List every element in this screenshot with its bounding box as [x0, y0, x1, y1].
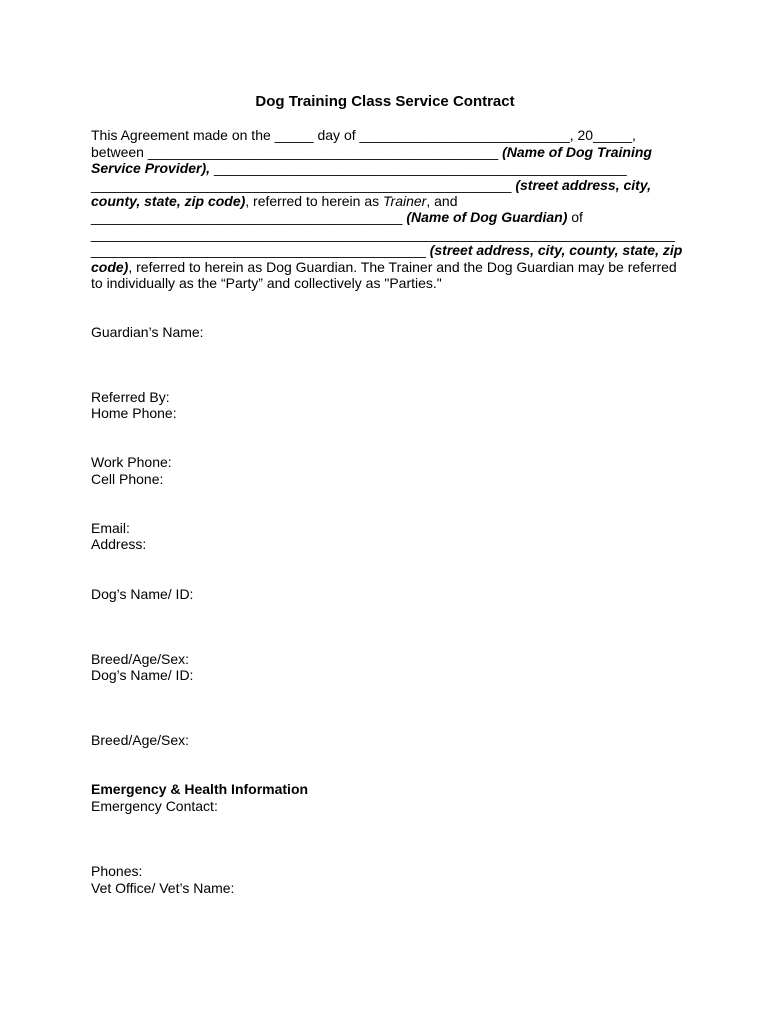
- agreement-line-2: between _____________________________________________ (Name of Dog Training: [91, 144, 652, 160]
- agreement-line-10: to individually as the “Party” and collectively as "Parties.": [91, 275, 442, 291]
- guardian-name-label: (Name of Dog Guardian): [406, 209, 568, 225]
- field-dog-name-2: Dog’s Name/ ID:: [91, 667, 194, 683]
- service-provider-label: Service Provider),: [91, 160, 211, 176]
- field-emergency-contact: Emergency Contact:: [91, 798, 218, 814]
- field-home-phone: Home Phone:: [91, 405, 177, 421]
- field-referred-by: Referred By:: [91, 389, 170, 405]
- field-cell-phone: Cell Phone:: [91, 471, 164, 487]
- field-email: Email:: [91, 520, 130, 536]
- agreement-line-8: ___________________________________________ (street address, city, county, state, zip: [91, 242, 683, 258]
- agreement-line-9: code), referred to herein as Dog Guardian. The Trainer and the Dog Guardian may be referred: [91, 259, 677, 275]
- agreement-line-7: ___________________________________________________________________________: [91, 226, 675, 242]
- trainer-address-label: (street address, city,: [515, 177, 651, 193]
- emergency-health-header: Emergency & Health Information: [91, 781, 309, 797]
- agreement-line-1: This Agreement made on the _____ day of ___________________________, 20_____,: [91, 127, 636, 143]
- field-breed-2: Breed/Age/Sex:: [91, 732, 190, 748]
- agreement-line-3: Service Provider), _____________________________________________________: [91, 160, 627, 176]
- field-address: Address:: [91, 536, 147, 552]
- agreement-line-4: ______________________________________________________ (street address, city,: [91, 177, 651, 193]
- agreement-line-5: county, state, zip code), referred to herein as Trainer, and: [91, 193, 458, 209]
- field-vet: Vet Office/ Vet’s Name:: [91, 880, 235, 896]
- field-dog-name-1: Dog’s Name/ ID:: [91, 586, 194, 602]
- field-phones: Phones:: [91, 863, 143, 879]
- guardian-address-label: (street address, city, county, state, zip: [429, 242, 683, 258]
- field-work-phone: Work Phone:: [91, 454, 172, 470]
- field-guardian-name: Guardian’s Name:: [91, 324, 204, 340]
- agreement-line-6: ________________________________________ (Name of Dog Guardian) of: [91, 209, 583, 225]
- document-title: Dog Training Class Service Contract: [255, 93, 515, 110]
- field-breed-1: Breed/Age/Sex:: [91, 651, 190, 667]
- provider-name-label: (Name of Dog Training: [502, 144, 652, 160]
